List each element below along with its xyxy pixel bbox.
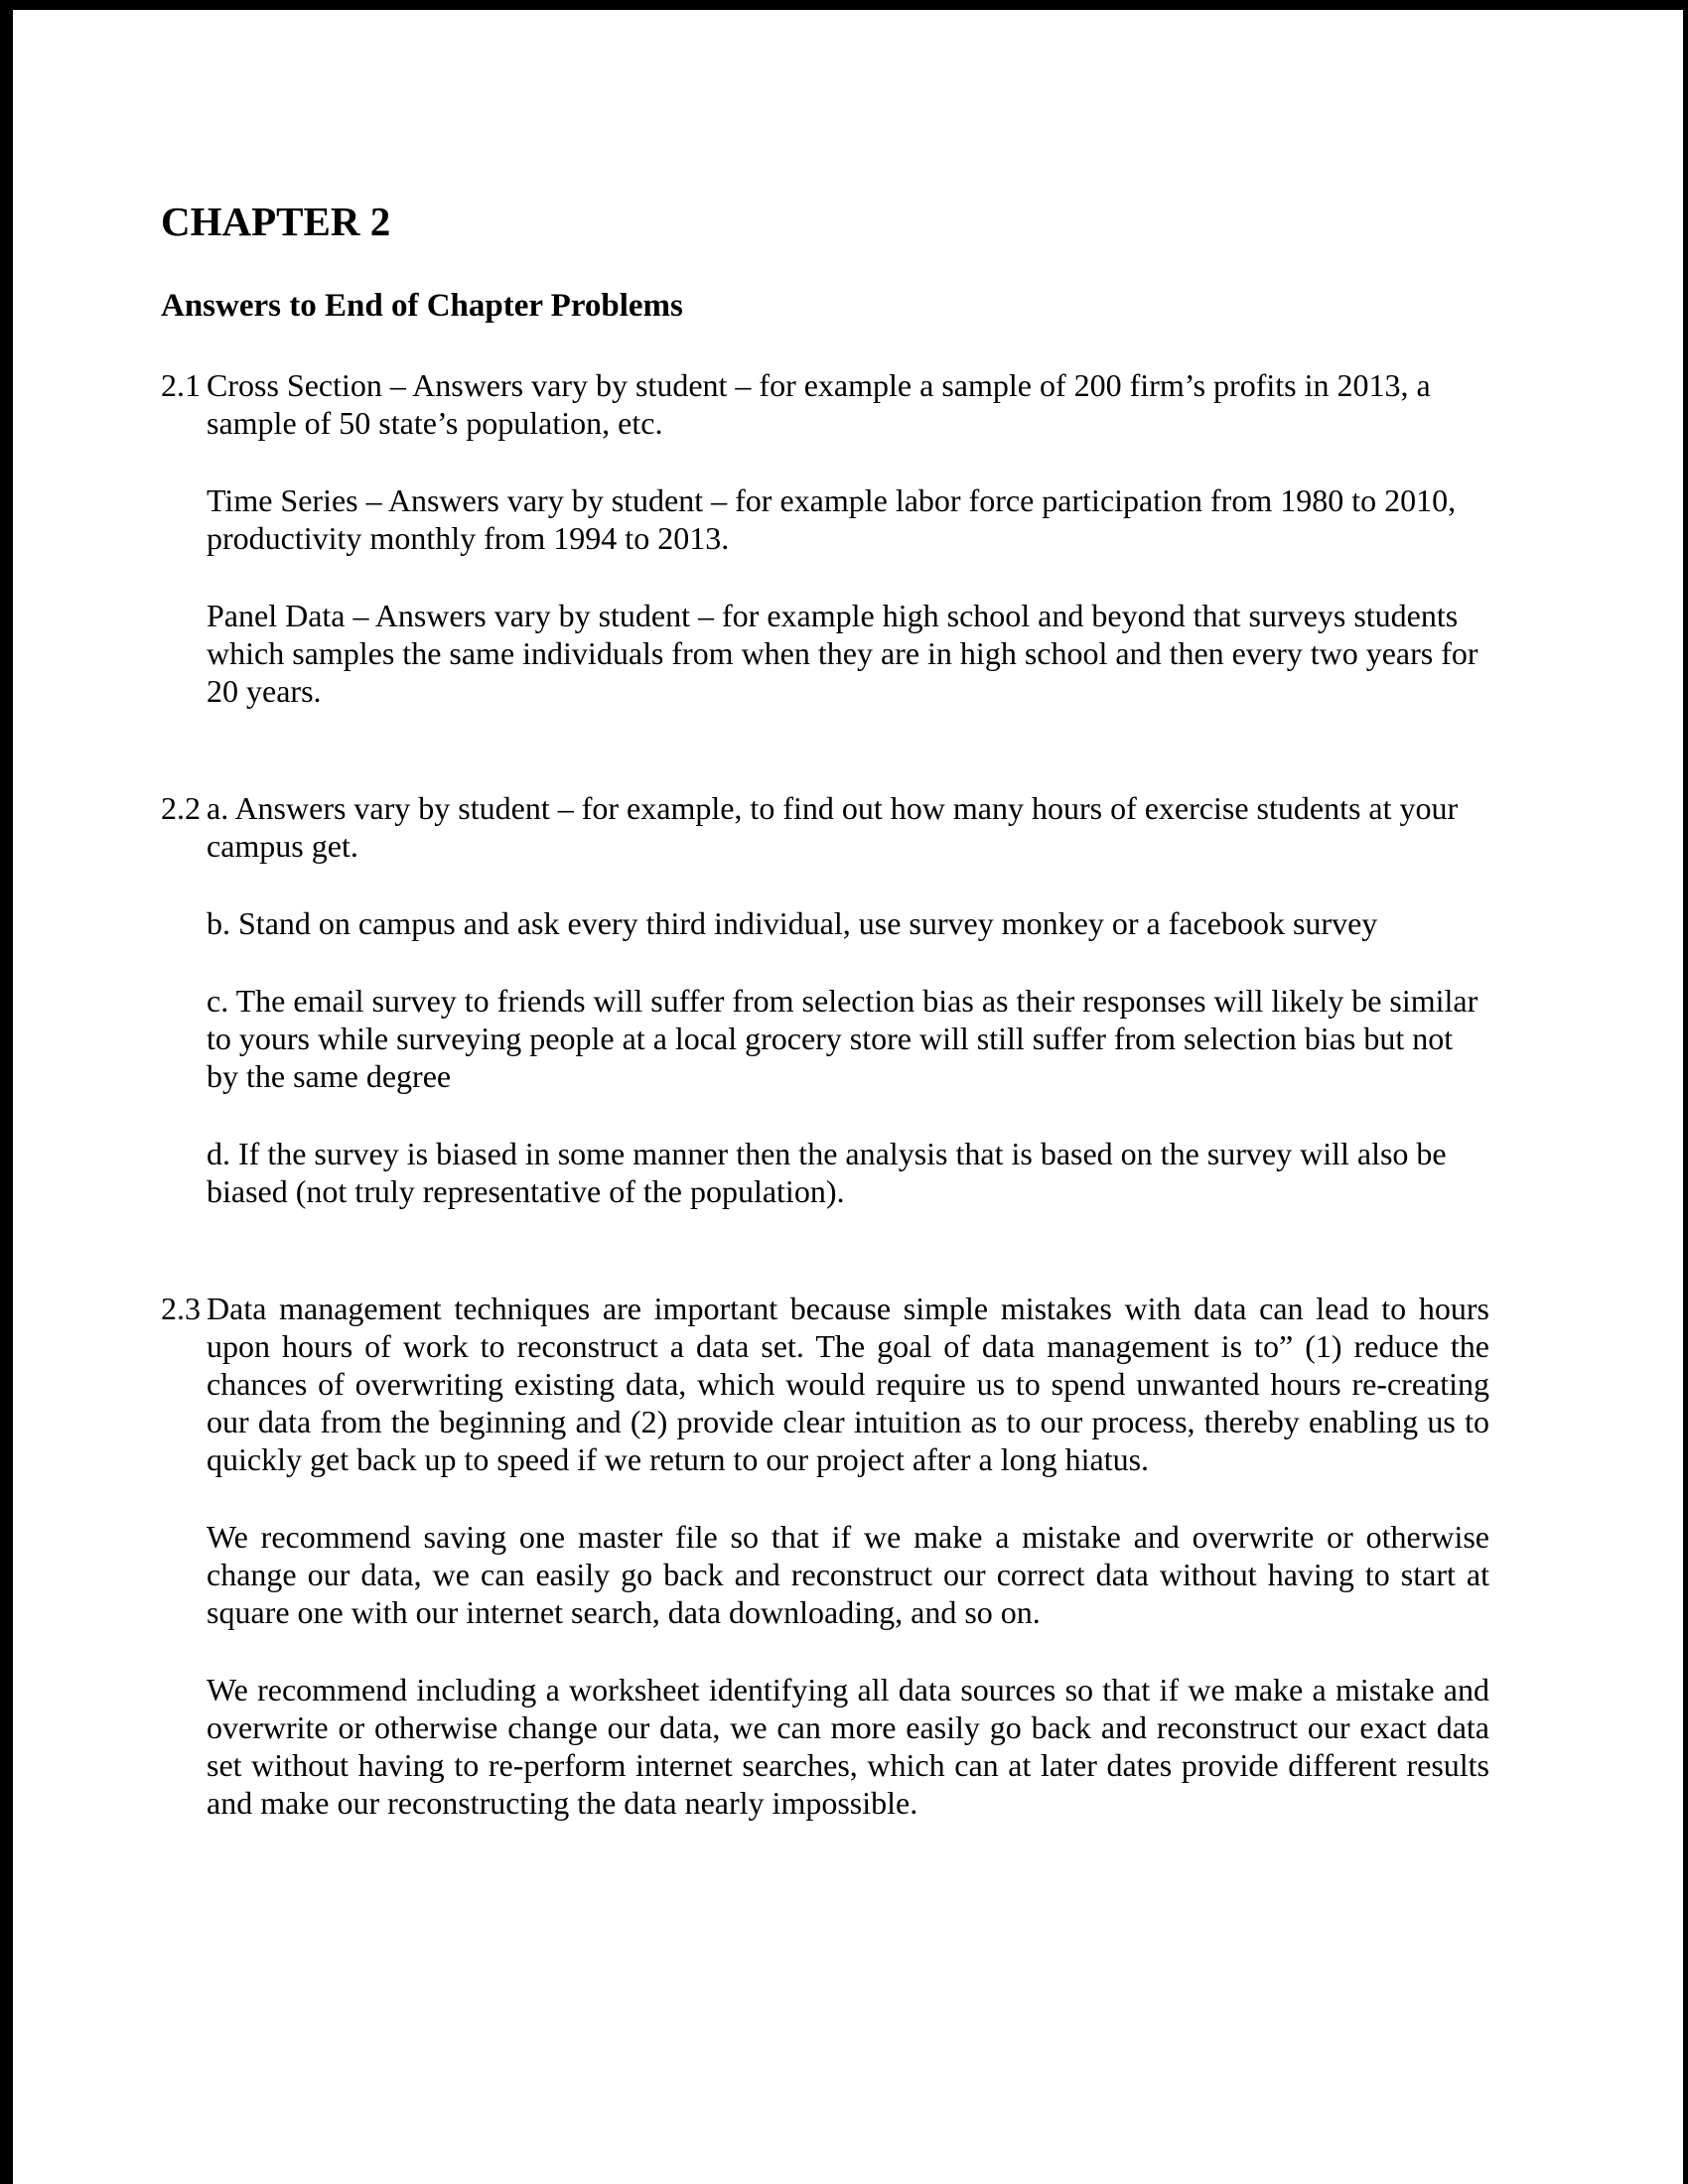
problem-number: 2.3 (161, 1291, 201, 1326)
answer-paragraph: d. If the survey is biased in some manner then the analysis that is based on the survey will also be biased (not truly representative of the population). (207, 1136, 1447, 1209)
answer-paragraph: We recommend saving one master file so that if we make a mistake and overwrite or otherwise change our data, we can easily go back and reconstruct our correct data without having to start at square one with our internet search, data downloading, and so on. (207, 1519, 1489, 1630)
page-edge-right (1683, 0, 1688, 2184)
answer-paragraph: a. Answers vary by student – for example, to find out how many hours of exercise students at your campus get. (207, 790, 1459, 864)
problem-2-2 (161, 789, 1489, 1250)
answer-paragraph: Cross Section – Answers vary by student – for example a sample of 200 firm’s profits in 2013, a sample of 50 state’s population, etc. (207, 367, 1431, 441)
chapter-title: CHAPTER 2 (161, 199, 391, 244)
answer-column (207, 366, 1489, 750)
problem-2-1 (161, 366, 1489, 750)
answer-paragraph: c. The email survey to friends will suffer from selection bias as their responses will likely be similar to yours while surveying people at a local grocery store will still suffer from selection bias but not by the same degree (207, 983, 1478, 1094)
page-edge-left (0, 0, 13, 2184)
answer-column (207, 789, 1489, 1250)
problem-number: 2.1 (161, 367, 201, 403)
page-content (161, 0, 1489, 1861)
problem-2-3 (161, 1290, 1489, 1861)
answer-paragraph: We recommend including a worksheet identifying all data sources so that if we make a mistake and overwrite or otherwise change our data, we can more easily go back and reconstruct our exact data set without having to re-perform internet searches, which can at later dates provide different results and make our reconstructing the data nearly impossible. (207, 1672, 1489, 1821)
answer-paragraph: b. Stand on campus and ask every third individual, use survey monkey or a facebook survey (207, 905, 1378, 941)
answer-paragraph: Time Series – Answers vary by student – for example labor force participation from 1980 to 2010, productivity monthly from 1994 to 2013. (207, 482, 1457, 556)
problem-number: 2.2 (161, 790, 201, 826)
page-subtitle: Answers to End of Chapter Problems (161, 288, 683, 324)
answer-paragraph: Panel Data – Answers vary by student – for example high school and beyond that surveys students which samples the same individuals from when they are in high school and then every two years for 20 years. (207, 598, 1478, 709)
page-edge-top (0, 0, 1688, 10)
answer-column (207, 1290, 1489, 1861)
answer-paragraph: Data management techniques are important because simple mistakes with data can lead to hours upon hours of work to reconstruct a data set. The goal of data management is to” (1) reduce the chances of overwriting existing data, which would require us to spend unwanted hours re-creating our data from the beginning and (2) provide clear intuition as to our process, thereby enabling us to quickly get back up to speed if we return to our project after a long hiatus. (207, 1291, 1489, 1477)
